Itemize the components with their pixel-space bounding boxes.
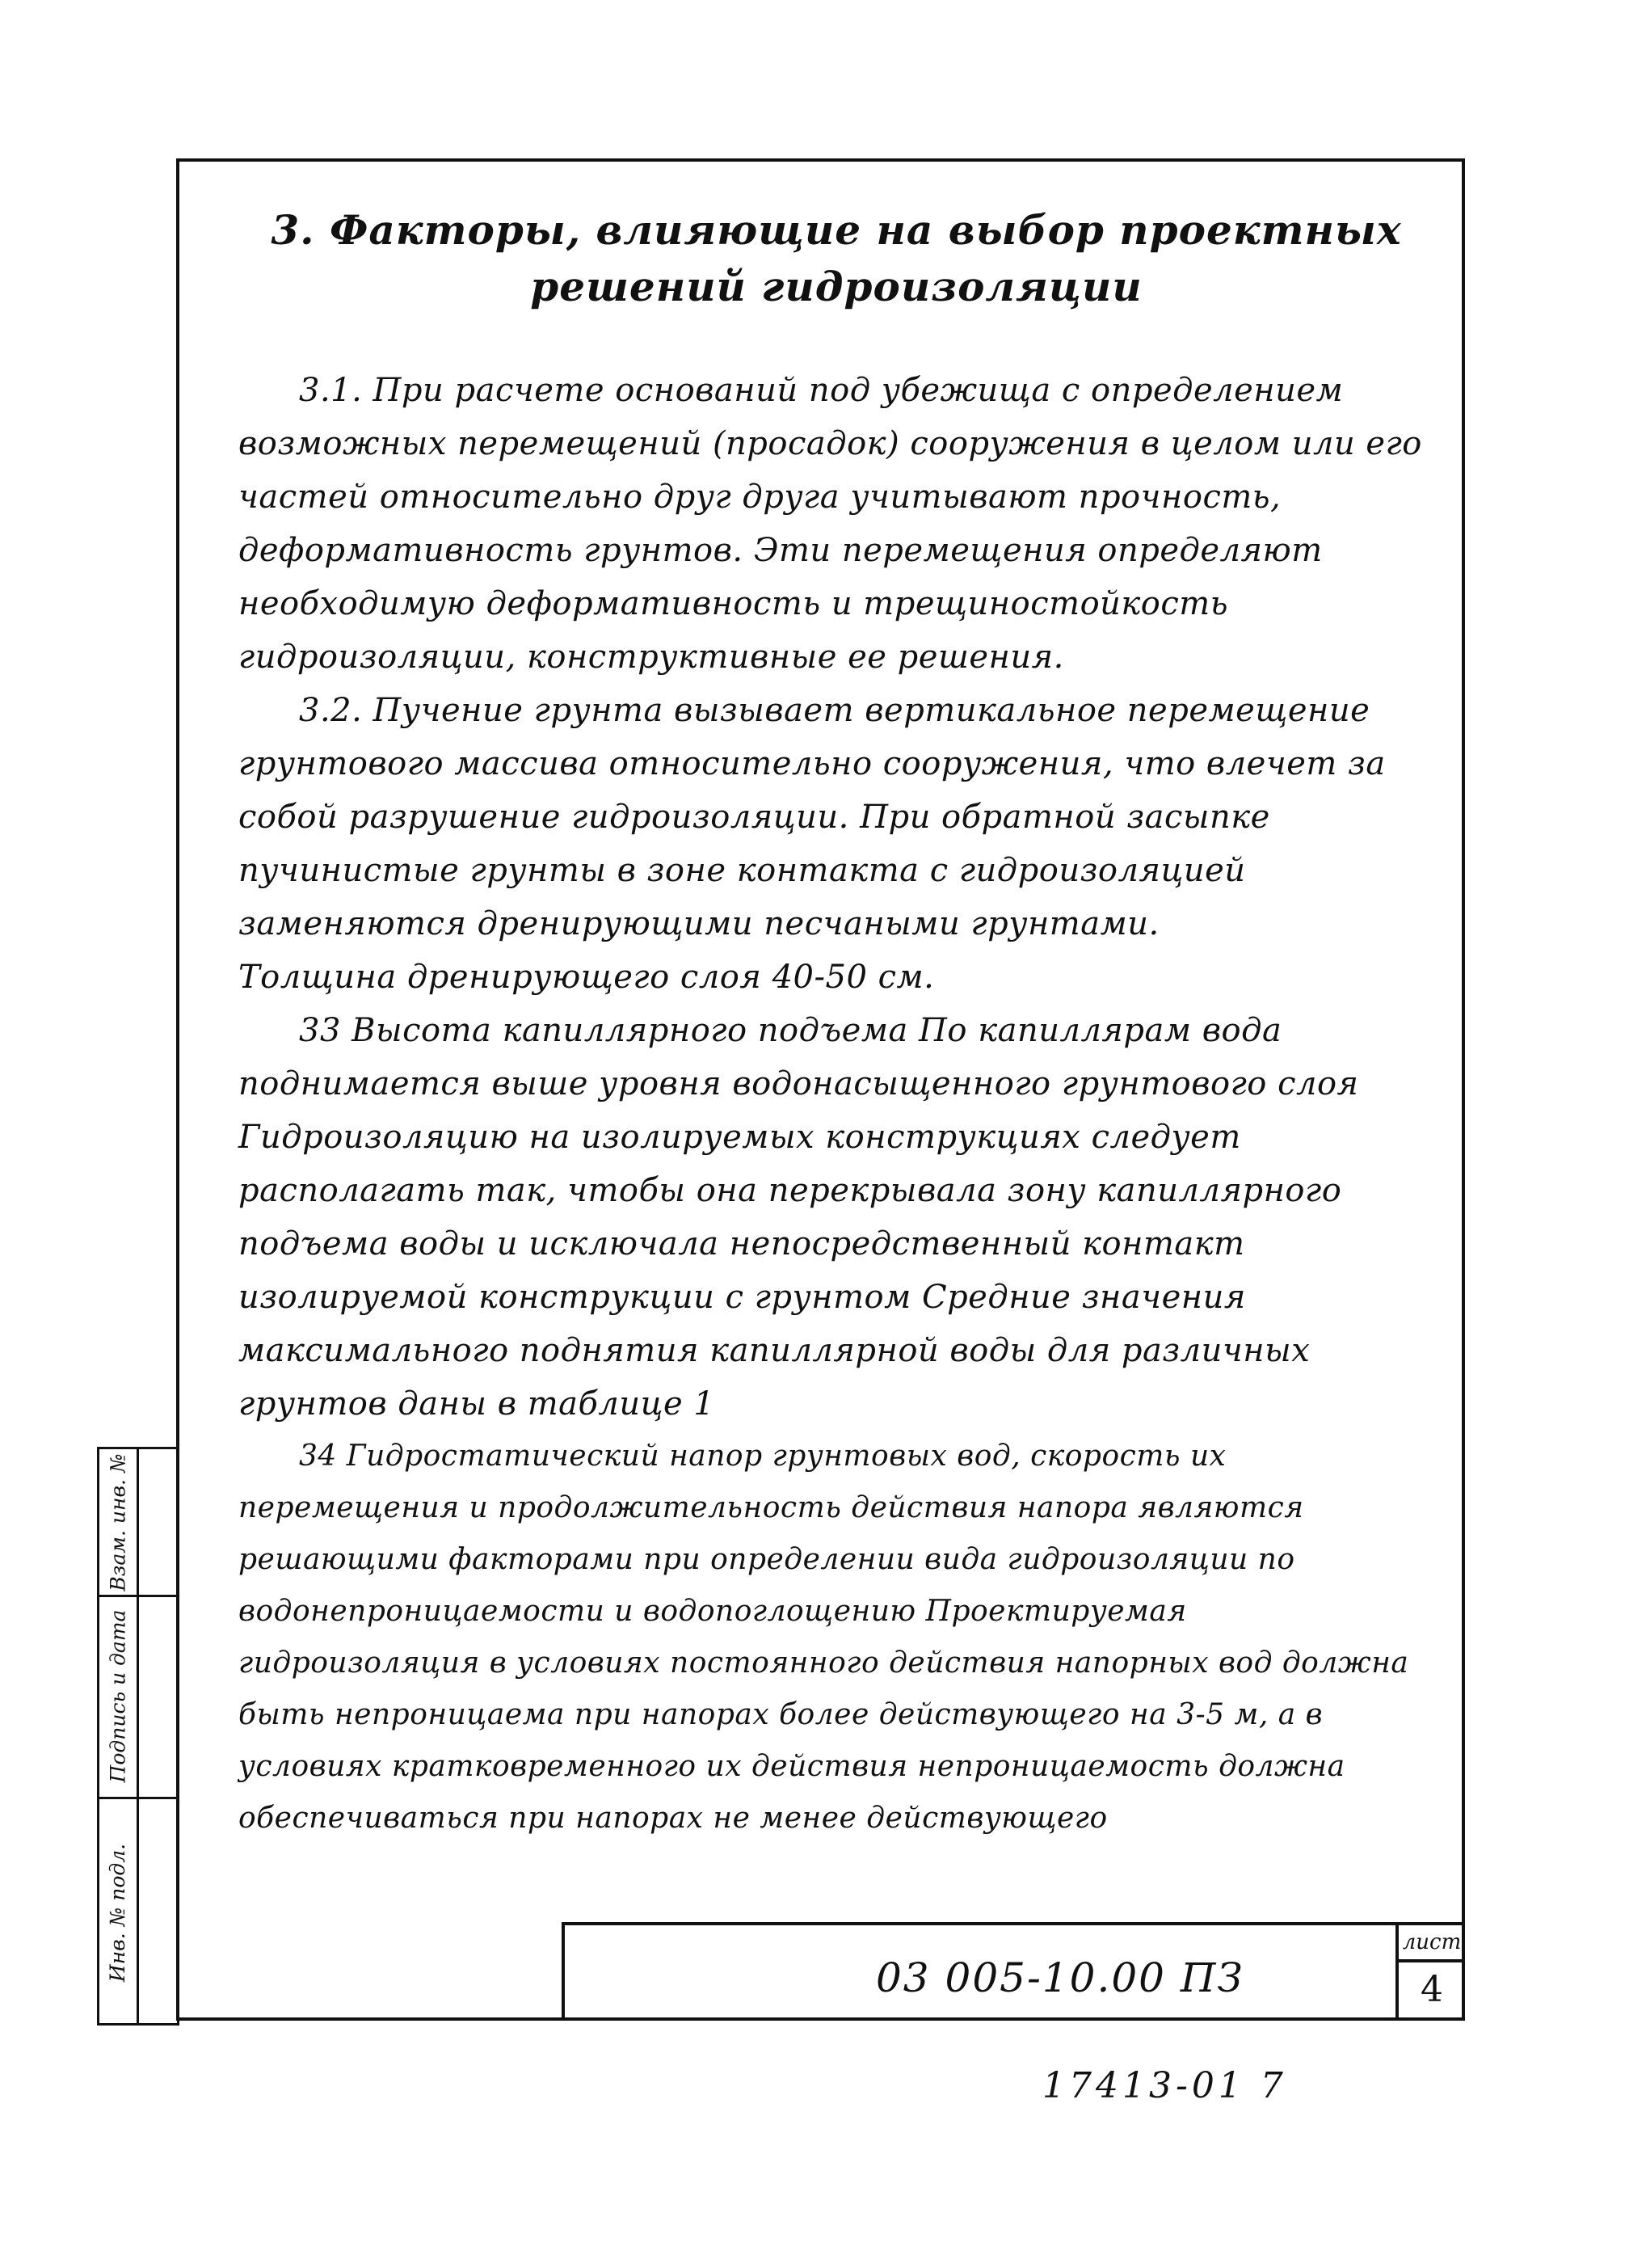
paragraph-3-2: 3.2. Пучение грунта вызывает вертикальное перемещение грунтового массива относительно сооружения, что влечет за собой разрушение гидроизоляции. При обратной засыпке пучинистые грунты в зоне контакта с гидроизоляцией заменяются дренирующими песчаными грунтами. — [238, 692, 1386, 942]
side-stamp-replace-inv: Взам. инв. № — [106, 1452, 130, 1591]
sheet-number: 4 — [1421, 1969, 1443, 2010]
section-title-line-2: решений гидроизоляции — [530, 263, 1143, 310]
side-stamp-signature-date: Подпись и дата — [106, 1609, 130, 1782]
archive-code: 17413-01 7 — [1042, 2065, 1287, 2106]
side-stamp-inv-original: Инв. № подл. — [106, 1843, 130, 1982]
paragraph-3-4: 34 Гидростатический напор грунтовых вод, скорость их перемещения и продолжительность действия напора являются решающими факторами при определении вида гидроизоляции по водонепроницаемости и водопоглощению Проектируемая гидроизоляция в условиях постоянного действия напорных вод должна быть непроницаема при напорах более действующего на 3-5 м, а в условиях кратковременного их действия непроницаемость должна обеспечиваться при напорах не менее действующего — [238, 1440, 1409, 1835]
sheet-label: лист — [1399, 1925, 1465, 1962]
section-title-line-1: 3. Факторы, влияющие на выбор проектных — [271, 206, 1402, 254]
sheet-box — [1395, 1925, 1465, 2021]
paragraph-3-3: 33 Высота капиллярного подъема По капиллярам вода поднимается выше уровня водонасыщенного грунтового слоя Гидроизоляцию на изолируемых конструкциях следует располагать так, чтобы она перекрывала зону капиллярного подъема воды и исключала непосредственный контакт изолируемой конструкции с грунтом Средние значения максимального поднятия капиллярной воды для различных грунтов даны в таблице 1 — [238, 1012, 1359, 1423]
section-title — [238, 202, 1434, 315]
document-code: 03 005-10.00 ПЗ — [876, 1954, 1244, 2001]
paragraph-3-1: 3.1. При расчете оснований под убежища с определением возможных перемещений (просадок) сооружения в целом или его частей относительно друг друга учитывают прочность, деформативность грунтов. Эти перемещения определяют необходимую деформативность и трещиностойкость гидроизоляции, конструктивные ее решения. — [238, 372, 1422, 676]
paragraph-drain-layer: Толщина дренирующего слоя 40-50 см. — [238, 959, 935, 996]
title-block — [562, 1922, 1465, 2021]
side-stamp — [97, 1447, 179, 2026]
document-body — [238, 202, 1434, 1844]
